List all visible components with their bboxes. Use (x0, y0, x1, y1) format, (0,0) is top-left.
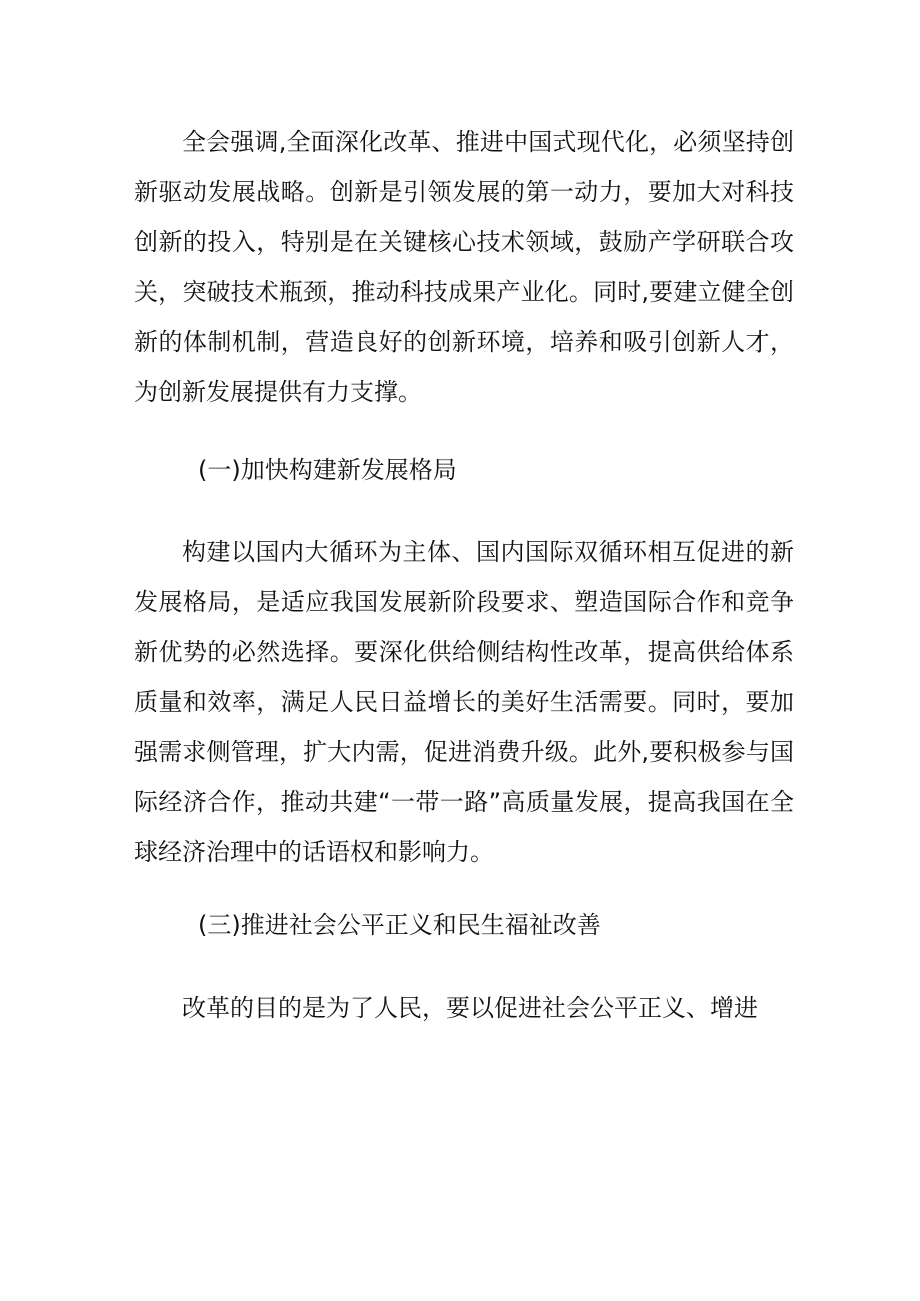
section-heading-new-development-pattern: (一)加快构建新发展格局 (198, 456, 457, 484)
paragraph-innovation: 全会强调,全面深化改革、推进中国式现代化，必须坚持创新驱动发展战略。创新是引领发展的第一动力，要加大对科技创新的投入，特别是在关键核心技术领域，鼓励产学研联合攻关，突破技术瓶颈，推动科技成果产业化。同时,要建立健全创新的体制机制，营造良好的创新环境，培养和吸引创新人才，为创新发展提供有力支撑。 (134, 128, 794, 406)
paragraph-dual-circulation: 构建以国内大循环为主体、国内国际双循环相互促进的新发展格局，是适应我国发展新阶段要求、塑造国际合作和竞争新优势的必然选择。要深化供给侧结构性改革，提高供给体系质量和效率，满足人民日益增长的美好生活需要。同时，要加强需求侧管理，扩大内需，促进消费升级。此外,要积极参与国际经济合作，推动共建“一带一路”高质量发展，提高我国在全球经济治理中的话语权和影响力。 (134, 538, 794, 866)
section-heading-social-fairness: (三)推进社会公平正义和民生福祉改善 (198, 911, 601, 939)
paragraph-reform-for-people: 改革的目的是为了人民，要以促进社会公平正义、增进 (182, 994, 758, 1022)
